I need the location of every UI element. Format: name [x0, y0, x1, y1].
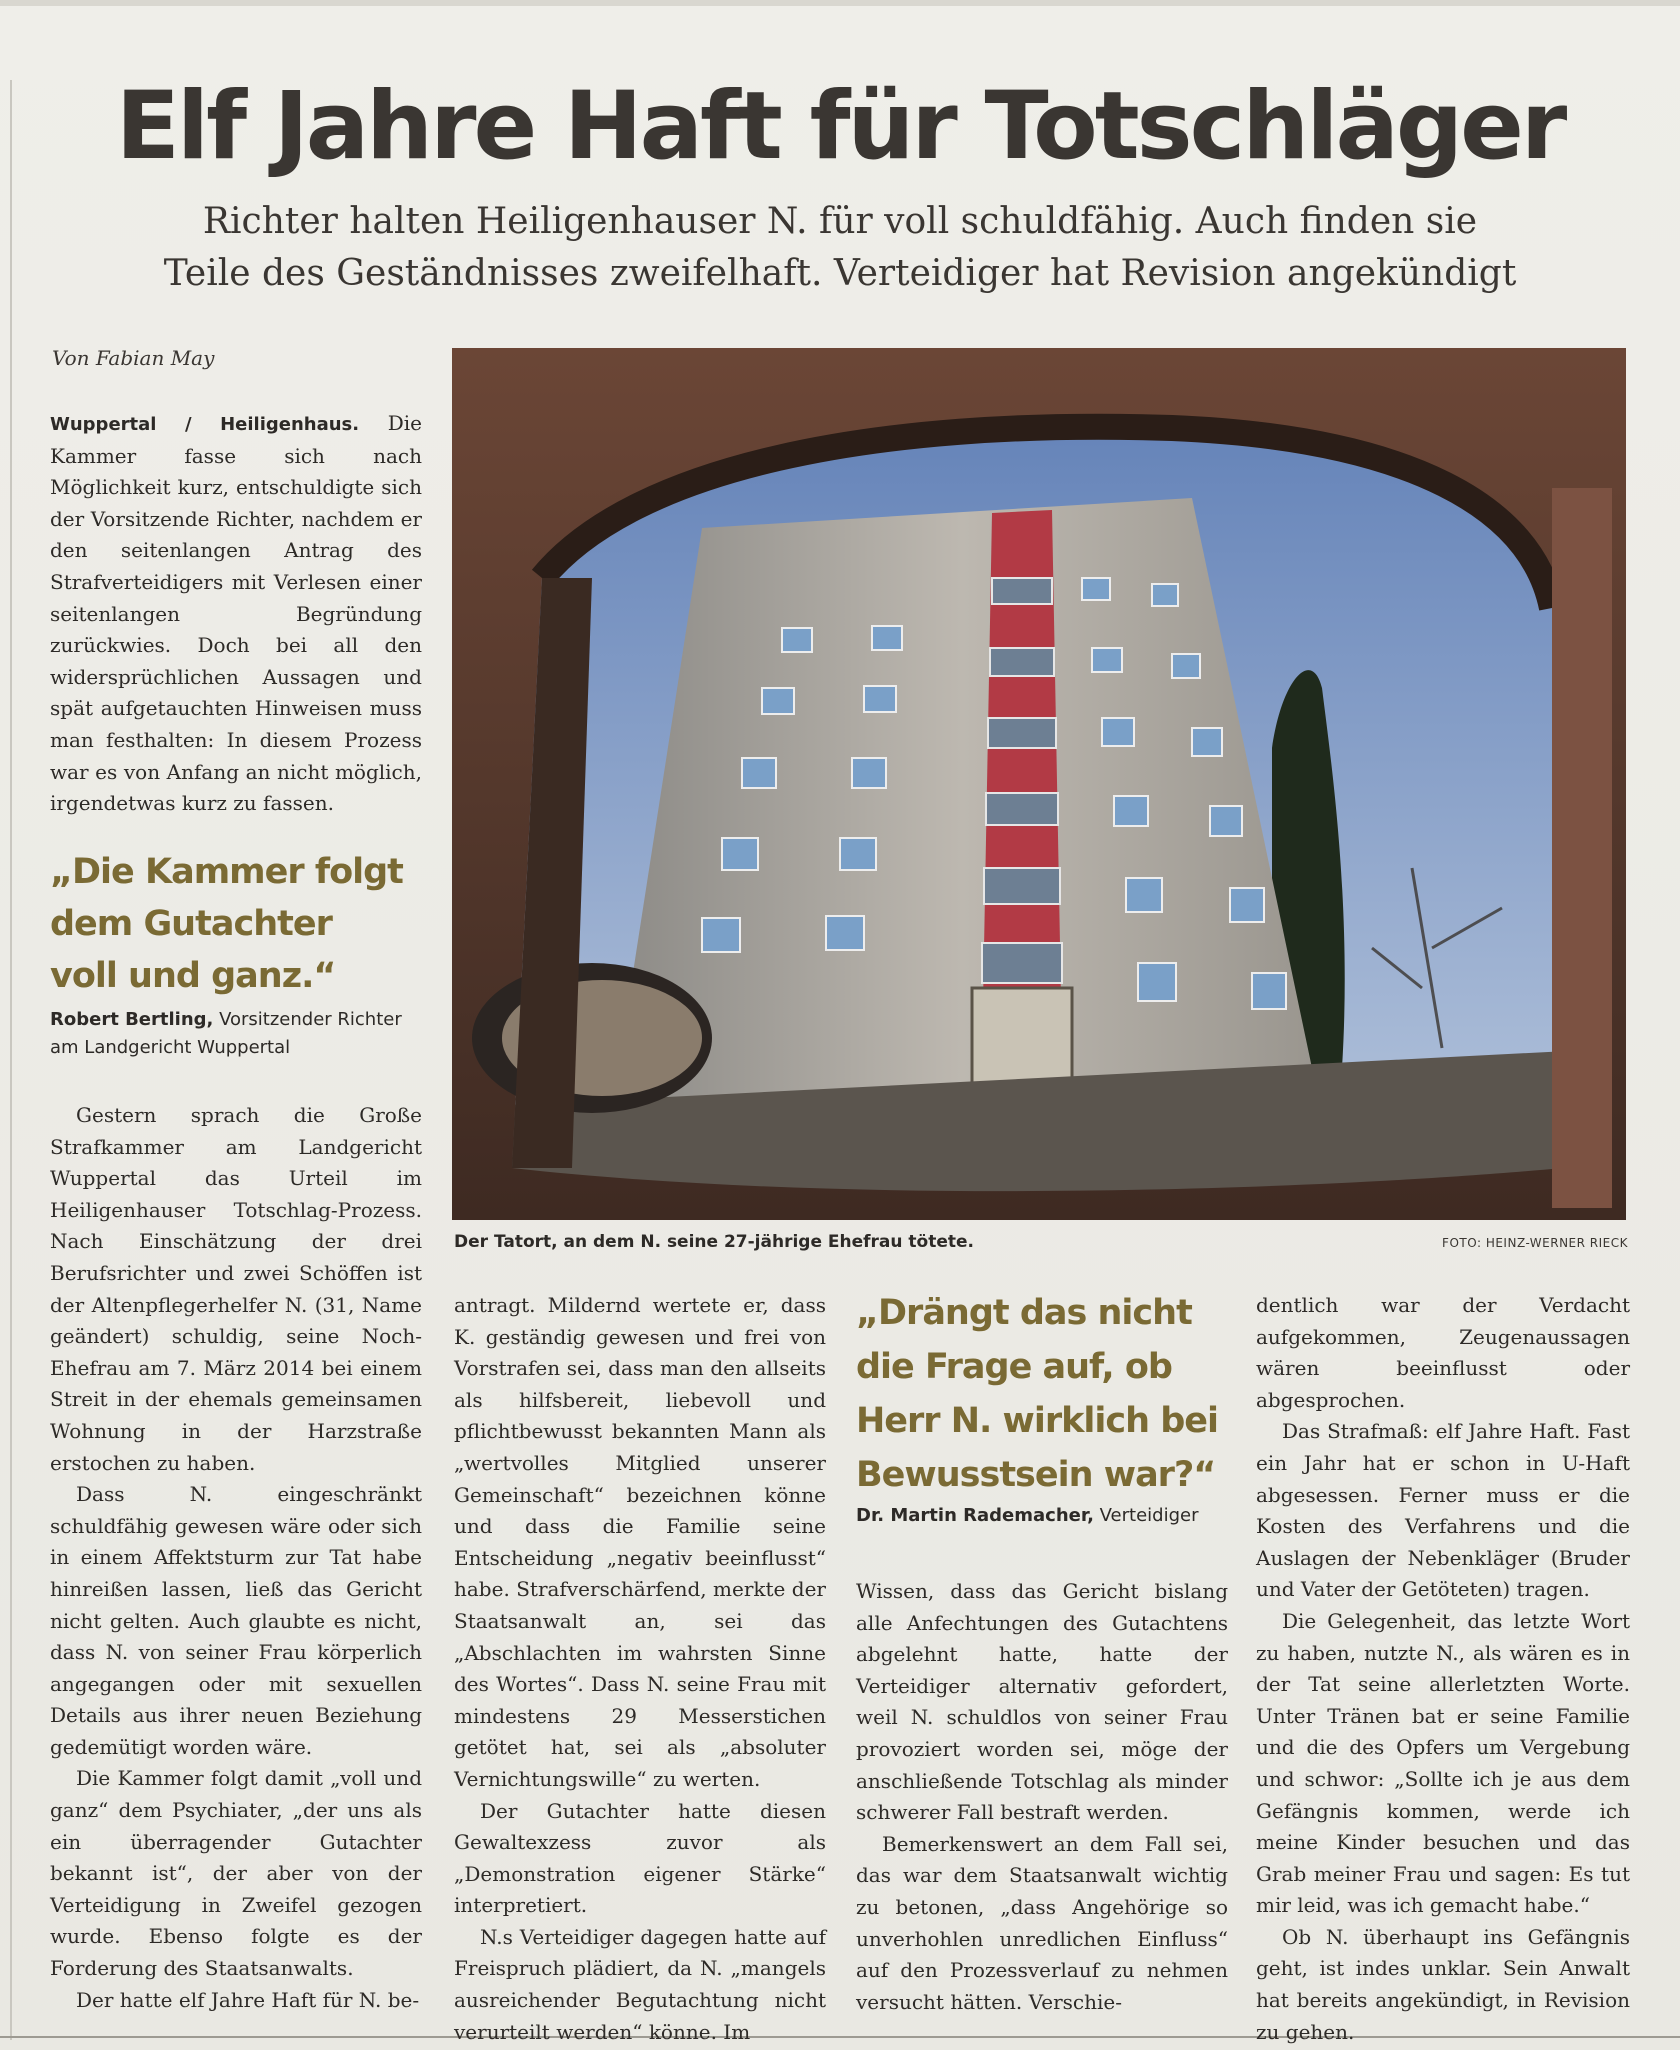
paragraph: Wissen, dass das Gericht bislang alle Anfechtungen des Gutachtens abgelehnt hatte, hatte der Verteidiger alternativ gefordert, weil N. schuldlos von seiner Frau provoziert worden sei, möge der anschließende Totschlag als minder schwerer Fall bestraft werden. [856, 1579, 1228, 1825]
paragraph: Die Gelegenheit, das letzte Wort zu haben, nutzte N., als wären es in der Tat seine allerletzten Worte. Unter Tränen bat er seine Familie und die des Opfers um Vergebung und schwor: „Sollte ich je aus dem Gefängnis kommen, werde ich meine Kinder besuchen und das Grab meiner Frau und sagen: Es tut mir leid, was ich gemacht habe.“ [1256, 1608, 1630, 1918]
headline: Elf Jahre Haft für Totschläger [115, 72, 1565, 181]
pull-quote-attribution [856, 1502, 1236, 1530]
quote-author: Dr. Martin Rademacher, [856, 1505, 1094, 1526]
pull-quote-line: dem Gutachter [50, 904, 332, 944]
column-3-body [856, 1576, 1228, 2018]
pull-quote-line: voll und ganz.“ [50, 956, 336, 996]
column-1-lead [50, 408, 422, 820]
paragraph: Ob N. überhaupt ins Gefängnis geht, ist indes unklar. Sein Anwalt hat bereits angekündigt, in Revision zu gehen. [1256, 1924, 1630, 2044]
dateline: Wuppertal / Heiligenhaus. [50, 414, 360, 435]
left-rule [10, 80, 12, 2040]
article-photo [452, 348, 1626, 1220]
pull-quote-judge [50, 846, 430, 1002]
paragraph: Gestern sprach die Große Strafkammer am Landgericht Wuppertal das Urteil im Heiligenhauser Totschlag-Prozess. Nach Einschätzung der drei Berufsrichter und zwei Schöffen ist der Altenpflegerhelfer N. (31, Name geändert) schuldig, seine Noch-Ehefrau am 7. März 2014 bei einem Streit in der ehemals gemeinsamen Wohnung in der Harzstraße erstochen zu haben. [50, 1103, 422, 1475]
paragraph: Das Strafmaß: elf Jahre Haft. Fast ein Jahr hat er schon in U-Haft abgesessen. Ferner muss er die Kosten des Verfahrens und die Auslagen der Nebenkläger (Bruder und Vater der Getöteten) tragen. [1256, 1419, 1630, 1602]
subhead-line-2: Teile des Geständnisses zweifelhaft. Verteidiger hat Revision angekündigt [163, 253, 1517, 294]
subhead-line-1: Richter halten Heiligenhauser N. für voll schuldfähig. Auch finden sie [202, 201, 1478, 242]
pull-quote-line: Bewusstsein war?“ [856, 1455, 1216, 1495]
paragraph: Bemerkenswert an dem Fall sei, das war dem Staatsanwalt wichtig zu betonen, „dass Angehörige so unverhohlen unredlichen Einfluss“ auf den Prozessverlauf zu nehmen versucht hätten. Verschie- [856, 1831, 1228, 2014]
paragraph: Der hatte elf Jahre Haft für N. be- [76, 1987, 420, 2012]
quote-author-role: Verteidiger [1093, 1505, 1199, 1526]
byline: Von Fabian May [52, 346, 215, 370]
pull-quote-defender [856, 1286, 1236, 1502]
pull-quote-line: „Die Kammer folgt [50, 852, 403, 892]
paragraph: N.s Verteidiger dagegen hatte auf Freispruch plädiert, da N. „mangels ausreichender Begutachtung nicht verurteilt werden“ könne. Im [454, 1924, 826, 2044]
photo-crime-scene-building [452, 348, 1626, 1220]
paragraph: Dass N. eingeschränkt schuldfähig gewesen wäre oder sich in einem Affektsturm zur Tat habe hinreißen lassen, ließ das Gericht nicht gelten. Auch glaubte es nicht, dass N. von seiner Frau körperlich angegangen oder mit sexuellen Details aus ihrer neuen Beziehung gedemütigt worden wäre. [50, 1482, 422, 1759]
quote-author-role: Vorsitzender Richter am Landgericht Wuppertal [50, 1009, 402, 1058]
subheadline [60, 196, 1620, 300]
lead-paragraph: Die Kammer fasse sich nach Möglichkeit kurz, entschuldigte sich der Vorsitzende Richter, nachdem er den seitenlangen Antrag des Strafverteidigers mit Verlesen einer seitenlangen Begründung zurückwies. Doch bei all den widersprüchlichen Aussagen und spät aufgetauchten Hinweisen muss man festhalten: In diesem Prozess war es von Anfang an nicht möglich, irgendetwas kurz zu fassen. [50, 411, 422, 816]
column-1-body [50, 1100, 422, 2016]
top-rule [0, 0, 1680, 6]
pull-quote-line: „Drängt das nicht [856, 1293, 1192, 1333]
column-4-body [1256, 1290, 1630, 2048]
paragraph: antragt. Mildernd wertete er, dass K. geständig gewesen und frei von Vorstrafen sei, dass man den allseits als hilfsbereit, liebevoll und pflichtbewusst bekannten Mann als „wertvolles Mitglied unserer Gemeinschaft“ bezeichnen könne und dass die Familie seine Entscheidung „negativ beeinflusst“ habe. Strafverschärfend, merkte der Staatsanwalt an, sei das „Abschlachten im wahrsten Sinne des Wortes“. Dass N. seine Frau mit mindestens 29 Messerstichen getötet hat, sei als „absoluter Vernichtungswille“ zu werten. [454, 1293, 826, 1791]
photo-credit: FOTO: HEINZ-WERNER RIECK [1442, 1236, 1628, 1250]
pull-quote-line: die Frage auf, ob [856, 1347, 1172, 1387]
quote-author: Robert Bertling, [50, 1009, 214, 1030]
paragraph: Der Gutachter hatte diesen Gewaltexzess zuvor als „Demonstration eigener Stärke“ interpretiert. [454, 1798, 826, 1918]
pull-quote-attribution [50, 1006, 422, 1062]
column-2-body [454, 1290, 826, 2048]
pull-quote-line: Herr N. wirklich bei [856, 1401, 1219, 1441]
paragraph: dentlich war der Verdacht aufgekommen, Zeugenaussagen wären beeinflusst oder abgesprochen. [1256, 1293, 1630, 1412]
paragraph: Die Kammer folgt damit „voll und ganz“ dem Psychiater, „der uns als ein überragender Gutachter bekannt ist“, der aber von der Verteidigung in Zweifel gezogen wurde. Ebenso folgte es der Forderung des Staatsanwalts. [50, 1766, 422, 1981]
photo-caption: Der Tatort, an dem N. seine 27-jährige Ehefrau tötete. [454, 1232, 975, 1252]
